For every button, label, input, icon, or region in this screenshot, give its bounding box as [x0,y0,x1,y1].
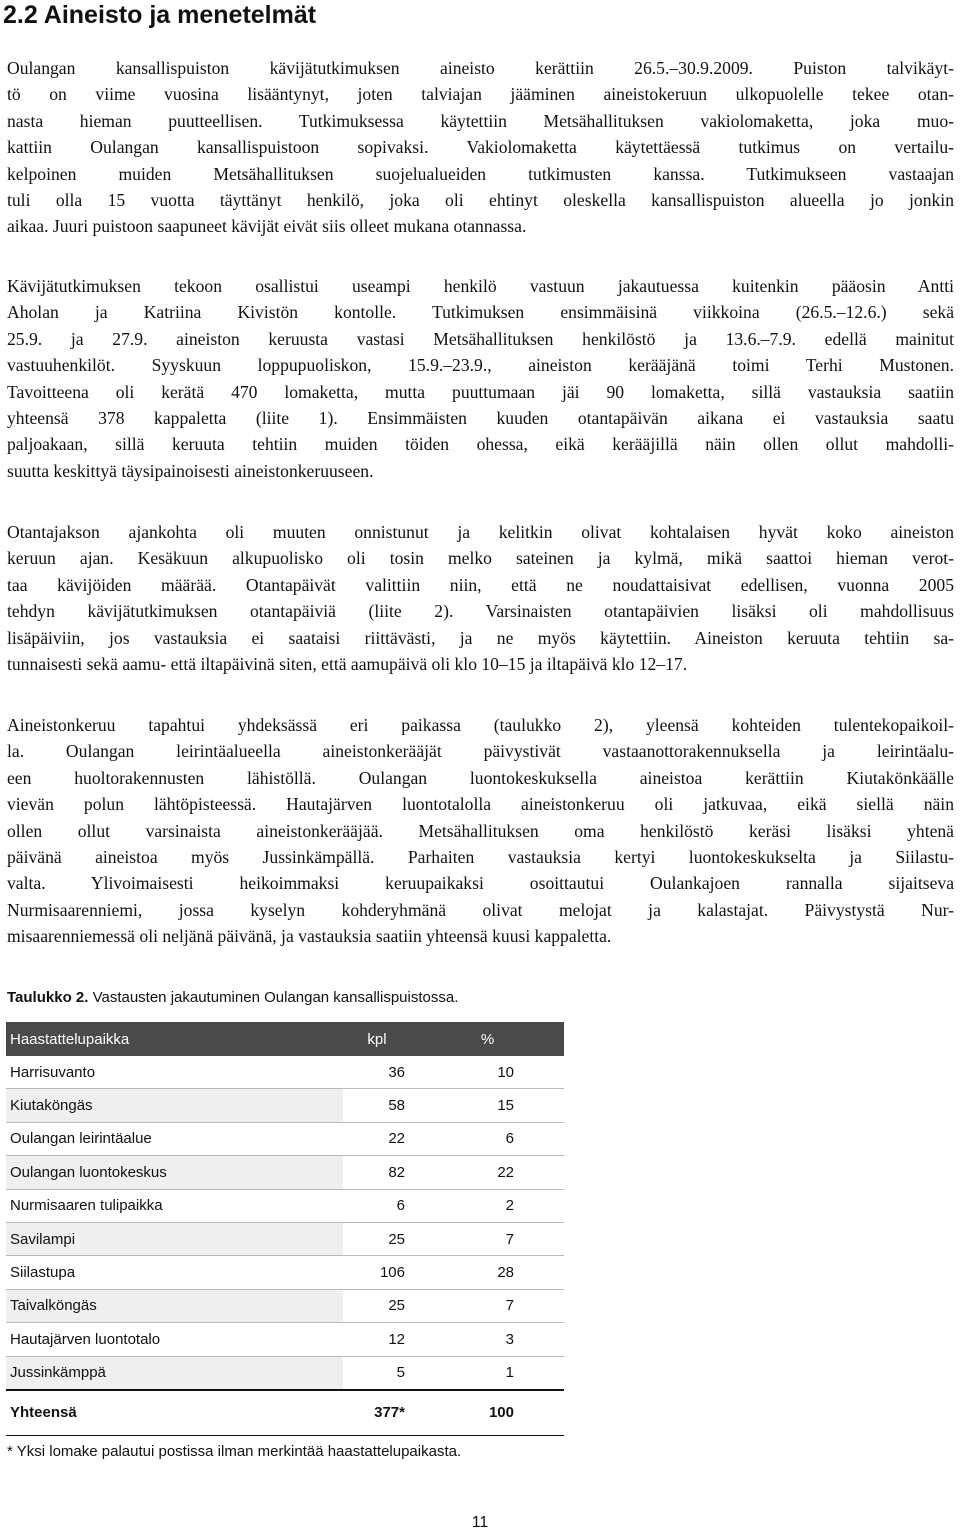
cell-kpl: 106 [343,1256,411,1289]
cell-place: Hautajärven luontotalo [6,1323,343,1356]
table-row [6,1189,564,1222]
text-line: tunnaisesti sekä aamu- että iltapäivinä siten, että aamupäivä oli klo 10–15 ja iltapäivä klo 12–17. [7,654,688,675]
cell-place: Taivalköngäs [6,1289,343,1322]
cell-kpl: 25 [343,1222,411,1255]
cell-pct: 28 [411,1256,564,1289]
text-line: la. Oulangan leirintäalueella aineistonkerääjät päivystivät vastaanottorakennuksella ja leirintäalu- [7,741,954,762]
total-kpl: 377* [343,1390,411,1436]
cell-pct: 7 [411,1289,564,1322]
cell-place: Jussinkämppä [6,1356,343,1390]
header-pct: % [411,1022,564,1056]
cell-place: Kiutaköngäs [6,1089,343,1122]
cell-place: Nurmisaaren tulipaikka [6,1189,343,1222]
text-line: Aholan ja Katriina Kivistön kontolle. Tutkimuksen ensimmäisinä viikkoina (26.5.–12.6.) sekä [7,302,954,323]
table-row [6,1222,564,1255]
total-pct: 100 [411,1390,564,1436]
text-line: valta. Ylivoimaisesti heikoimmaksi keruupaikaksi osoittautui Oulankajoen rannalla sijaitseva [7,873,954,894]
cell-pct: 15 [411,1089,564,1122]
text-line: tö on viime vuosina lisääntynyt, joten talviajan jääminen aineistokeruun ulkopuolelle tekee otan- [7,84,954,105]
cell-place: Oulangan luontokeskus [6,1156,343,1189]
text-line: kelpoinen muiden Metsähallituksen suojelualueiden tutkimusten kanssa. Tutkimukseen vastaajan [7,163,954,184]
table-caption-text: Vastausten jakautuminen Oulangan kansallispuistossa. [88,989,459,1006]
text-line: aikaa. Juuri puistoon saapuneet kävijät eivät siis olleet mukana otannassa. [7,216,527,237]
table-row [6,1356,564,1390]
paragraph-4 [7,712,954,950]
table-caption-label: Taulukko 2. [7,989,89,1006]
cell-kpl: 12 [343,1323,411,1356]
total-label: Yhteensä [6,1390,343,1436]
text-line: ollen ollut varsinaista aineistonkerääjää. Metsähallituksen oma henkilöstö keräsi lisäksi yhtenä [7,820,954,841]
table-row [6,1289,564,1322]
text-line: nasta hieman puutteellisen. Tutkimuksessa käytettiin Metsähallituksen vakiolomaketta, joka muo- [7,110,954,131]
cell-kpl: 25 [343,1289,411,1322]
text-line: päivänä aineistoa myös Jussinkämpällä. Parhaiten vastauksia kertyi luontokeskukselta ja Siilastu- [7,847,954,868]
text-line: Otantajakson ajankohta oli muuten onnistunut ja kelitkin olivat kohtalaisen hyvät koko aineiston [7,522,954,542]
text-line: vievän polun lähtöpisteessä. Hautajärven luontotalolla aineistonkeruu oli jatkuvaa, eikä siellä näin [7,794,954,815]
table-row [6,1256,564,1289]
text-line: Oulangan kansallispuiston kävijätutkimuksen aineisto kerättiin 26.5.–30.9.2009. Puiston talvikäyt- [7,58,954,78]
text-line: keruun ajan. Kesäkuun alkupuolisko oli tosin melko sateinen ja kylmä, mikä saattoi hieman verot- [7,548,954,569]
cell-place: Savilampi [6,1222,343,1255]
cell-pct: 6 [411,1122,564,1155]
paragraph-3 [7,519,954,677]
text-line: suutta keskittyä täysipainoisesti aineistonkeruuseen. [7,460,374,481]
text-line: paljoakaan, sillä keruuta tehtiin muiden töiden ohessa, eikä kerääjillä näin ollen ollut mahdolli- [7,434,954,455]
text-line: tuli olla 15 vuotta täyttänyt henkilö, joka oli ehtinyt oleskella kansallispuiston alueella jo jonkin [7,190,954,211]
text-line: 25.9. ja 27.9. aineiston keruusta vastasi Metsähallituksen henkilöstö ja 13.6.–7.9. edellä mainitut [7,328,954,349]
table-total-row [6,1390,564,1436]
page-number: 11 [471,1514,489,1531]
cell-place: Siilastupa [6,1256,343,1289]
text-line: taa kävijöiden määrää. Otantapäivät valittiin niin, että ne noudattaisivat edellisen, vuonna 2005 [7,574,954,595]
paragraph-1 [7,55,954,240]
text-line: vastuuhenkilöt. Syyskuun loppupuoliskon, 15.9.–23.9., aineiston kerääjänä toimi Terhi Mustonen. [7,355,954,376]
cell-place: Harrisuvanto [6,1056,343,1089]
table-header-row [6,1022,564,1056]
cell-kpl: 58 [343,1089,411,1122]
text-line: Kävijätutkimuksen tekoon osallistui useampi henkilö vastuun jakautuessa kuitenkin pääosin Antti [7,276,954,296]
cell-kpl: 5 [343,1356,411,1390]
text-line: lisäpäiviin, jos vastauksia ei saataisi riittävästi, ja ne myös käytettiin. Aineiston keruuta tehtiin sa- [7,627,954,648]
cell-kpl: 36 [343,1056,411,1089]
table-row [6,1323,564,1356]
cell-kpl: 6 [343,1189,411,1222]
text-line: Tavoitteena oli kerätä 470 lomaketta, mutta puuttumaan jäi 90 lomaketta, sillä vastauksia saatiin [7,381,954,402]
cell-kpl: 22 [343,1122,411,1155]
header-place: Haastattelupaikka [6,1022,343,1056]
text-line: kattiin Oulangan kansallispuistoon sopivaksi. Vakiolomaketta käytettäessä tutkimus on vertailu- [7,137,954,158]
cell-pct: 7 [411,1222,564,1255]
cell-kpl: 82 [343,1156,411,1189]
table-caption [7,988,458,1008]
table-row [6,1122,564,1155]
table-row [6,1056,564,1089]
cell-pct: 1 [411,1356,564,1390]
table-row [6,1156,564,1189]
cell-pct: 3 [411,1323,564,1356]
text-line: tehdyn kävijätutkimuksen otantapäiviä (liite 2). Varsinaisten otantapäivien lisäksi oli mahdollisuus [7,601,954,622]
table-row [6,1089,564,1122]
header-kpl: kpl [343,1022,411,1056]
cell-pct: 10 [411,1056,564,1089]
cell-pct: 22 [411,1156,564,1189]
cell-pct: 2 [411,1189,564,1222]
responses-table [6,1022,564,1436]
text-line: yhteensä 378 kappaletta (liite 1). Ensimmäisten kuuden otantapäivän aikana ei vastauksia saatu [7,408,954,429]
text-line: misaarenniemessä oli neljänä päivänä, ja vastauksia saatiin yhteensä kuusi kappaletta. [7,926,612,947]
cell-place: Oulangan leirintäalue [6,1122,343,1155]
section-heading: 2.2 Aineisto ja menetelmät [3,1,317,29]
paragraph-2 [7,273,954,484]
text-line: Nurmisaarenniemi, jossa kyselyn kohderyhmänä olivat melojat ja kalastajat. Päivystystä Nur- [7,899,954,920]
table-footnote: * Yksi lomake palautui postissa ilman merkintää haastattelupaikasta. [7,1443,462,1460]
text-line: een huoltorakennusten lähistöllä. Oulangan luontokeskuksella aineistoa kerättiin Kiutakönkäälle [7,767,954,788]
text-line: Aineistonkeruu tapahtui yhdeksässä eri paikassa (taulukko 2), yleensä kohteiden tulentekopaikoil- [7,715,954,735]
